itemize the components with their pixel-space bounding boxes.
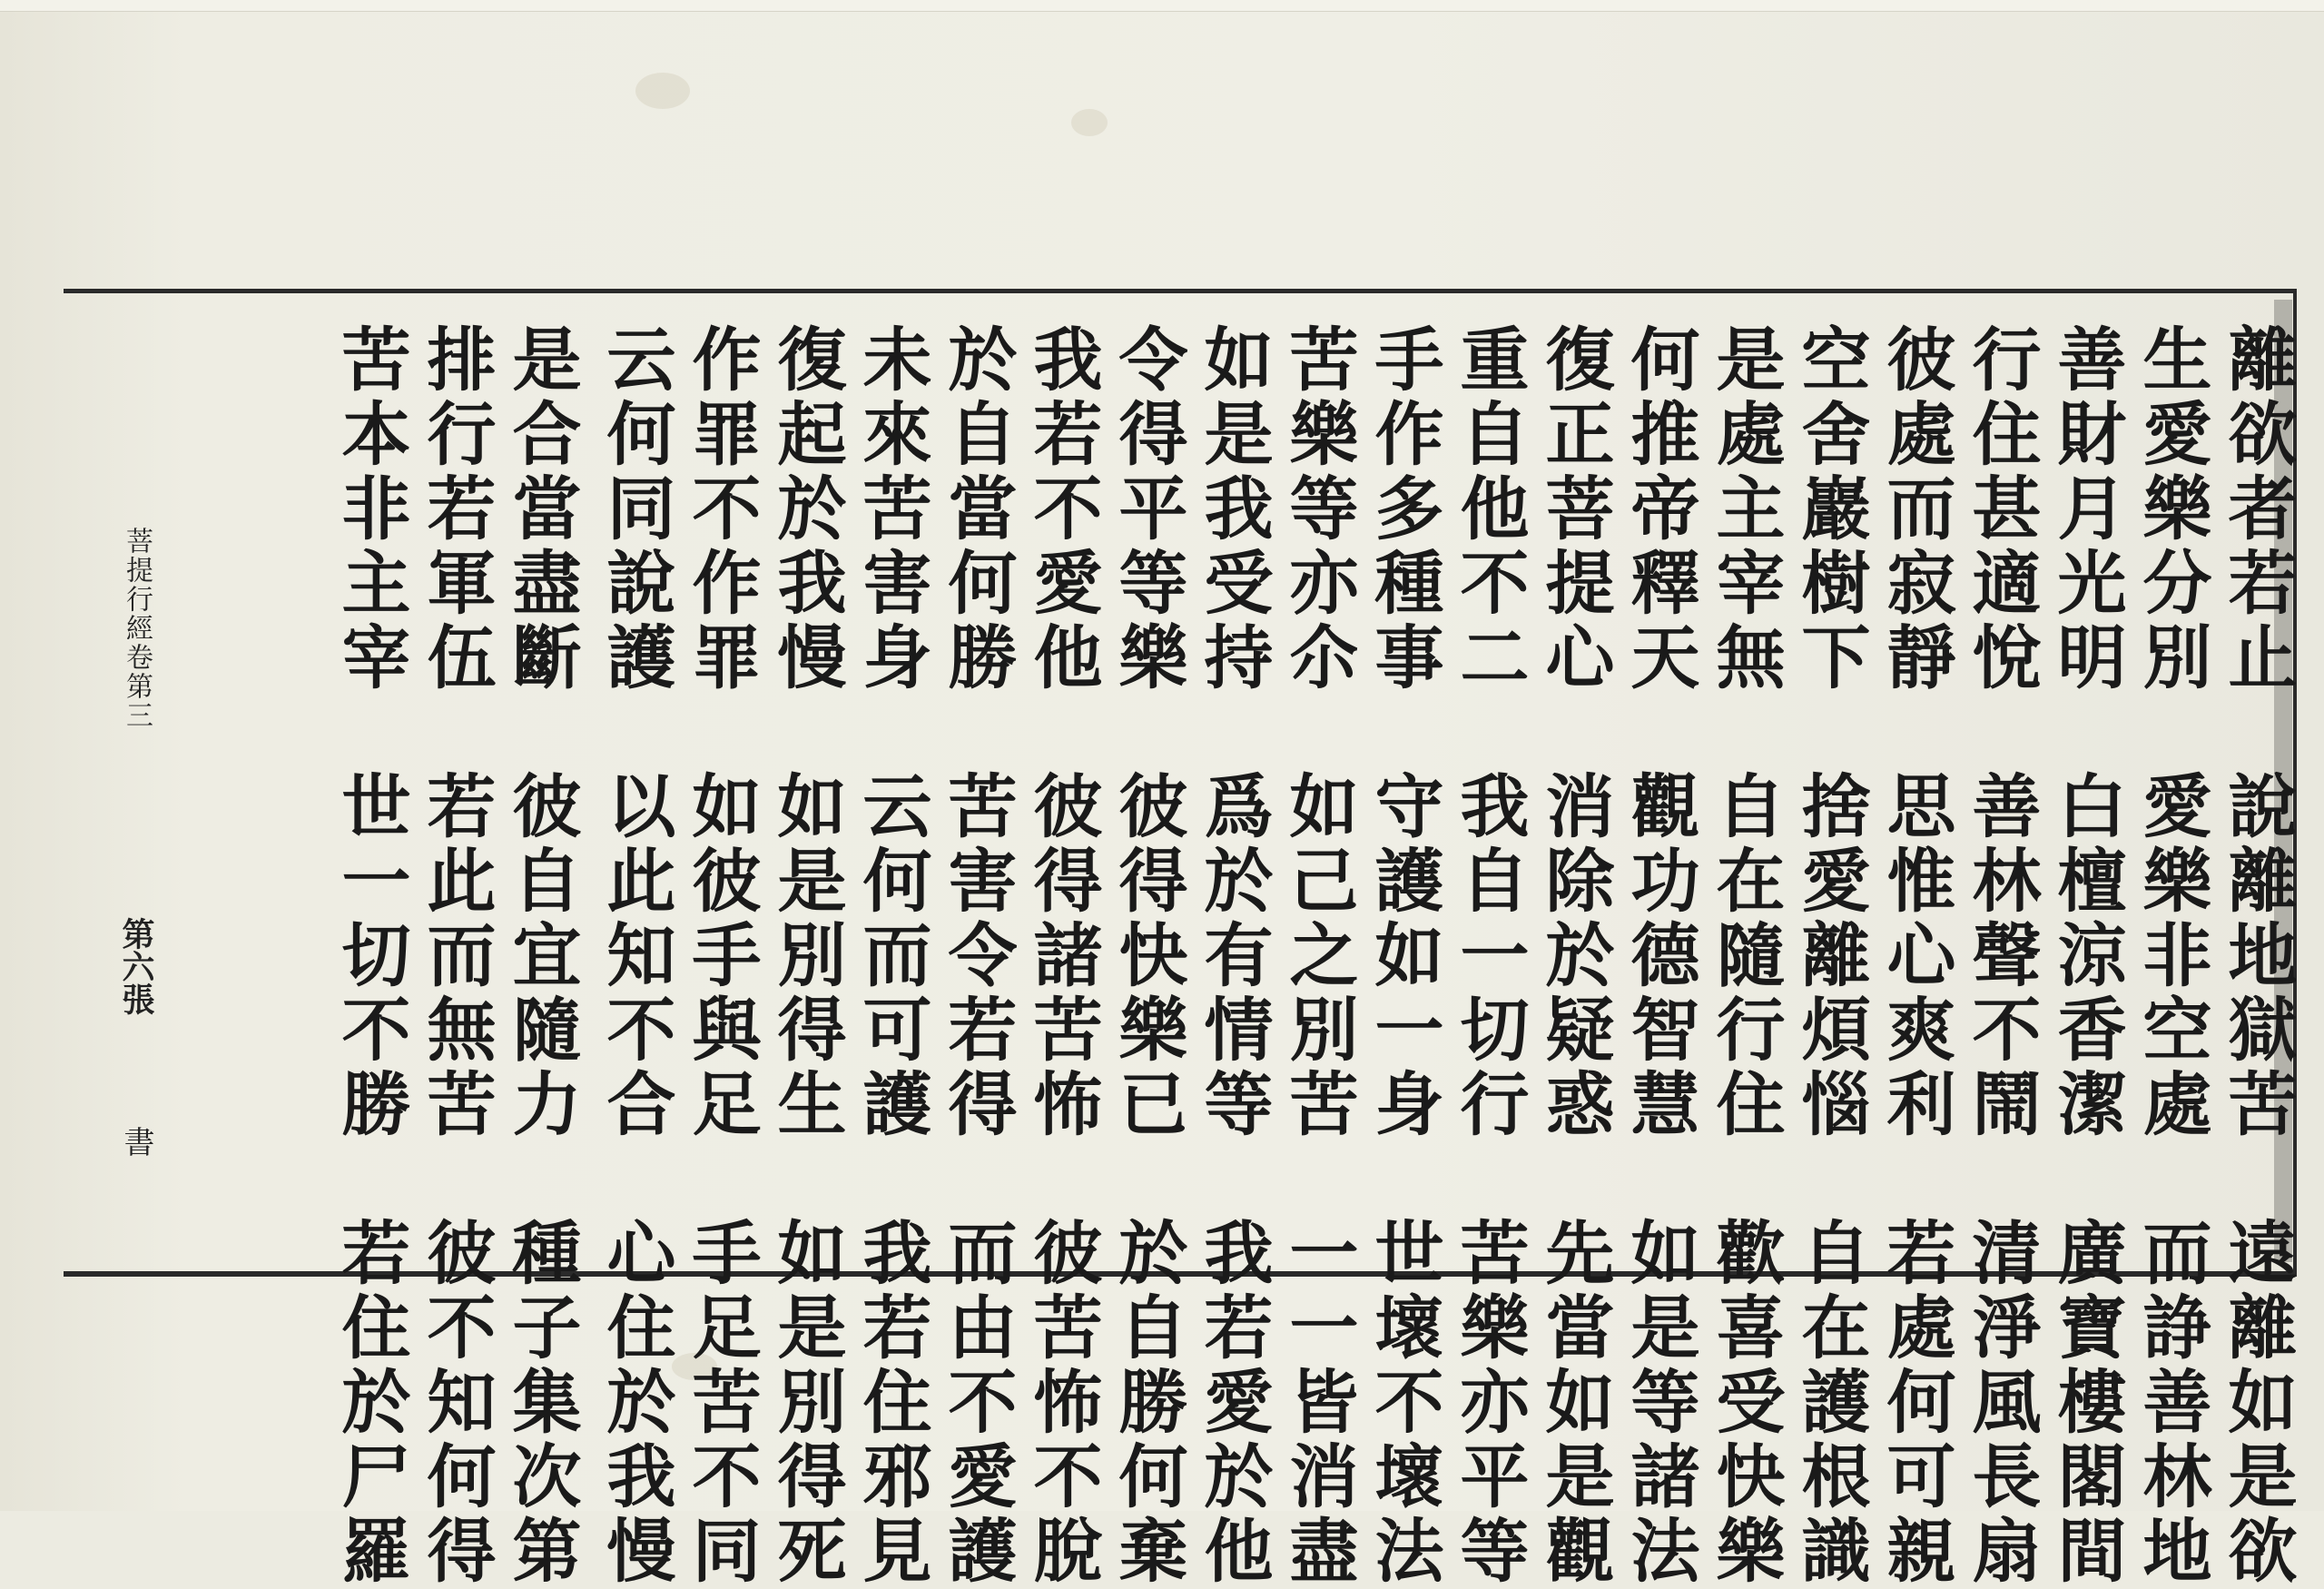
text-column: 空舍巖樹下 捨愛離煩惱 自在護根識 <box>1790 323 1871 1589</box>
text-column: 是合當盡斷 彼自宜隨力 種子集次第 <box>501 323 582 1589</box>
text-column: 作罪不作罪 如彼手與足 手足苦不同 <box>681 323 762 1589</box>
text-column: 何推帝釋天 觀功德智慧 如是等諸法 <box>1620 323 1700 1589</box>
text-column: 復正菩提心 消除於疑惑 先當如是觀 <box>1534 323 1615 1589</box>
text-column: 行住甚適悅 善林聲不鬧 清淨風長扇 <box>1961 323 2042 1589</box>
page-top-edge <box>0 0 2324 12</box>
text-column: 排行若軍伍 若此而無苦 彼不知何得 <box>416 323 497 1589</box>
margin-page-number: 第六張 <box>117 917 155 1015</box>
text-column: 苦本非主宰 世一切不勝 若住於尸羅 <box>330 323 411 1589</box>
text-column: 善財月光明 白檀涼香潔 廣寶樓閣間 <box>2046 323 2127 1589</box>
text-column: 苦樂等亦尒 如己之別苦 一一皆消盡 <box>1278 323 1359 1589</box>
paper-stain <box>635 73 690 109</box>
text-column: 彼處而寂靜 思惟心爽利 若處何可親 <box>1876 323 1956 1589</box>
text-column: 是處主宰無 自在隨行住 歡喜受快樂 <box>1705 323 1786 1589</box>
text-column: 手作多種事 守護如一身 世壞不壞法 <box>1364 323 1444 1589</box>
margin-title: 菩提行經卷第三 <box>121 527 153 730</box>
text-column: 於自當何勝 苦害令若得 而由不愛護 <box>937 323 1018 1589</box>
text-column: 重自他不二 我自一切行 苦樂亦平等 <box>1449 323 1530 1589</box>
text-column: 生愛樂分別 愛樂非空處 而諍善林地 <box>2132 323 2212 1589</box>
paper-stain <box>1071 109 1108 136</box>
text-column: 云何同說護 以此知不合 心住於我慢 <box>596 323 676 1589</box>
text-column: 如是我受持 爲於有情等 我若愛於他 <box>1193 323 1274 1589</box>
text-column: 我若不愛他 彼得諸苦怖 彼苦怖不脫 <box>1022 323 1103 1589</box>
text-column: 令得平等樂 彼得快樂已 於自勝何棄 <box>1108 323 1188 1589</box>
text-column: 未來苦害身 云何而可護 我若住邪見 <box>852 323 932 1589</box>
text-column: 離欲者若止 說離地獄苦 遠離如是欲 <box>2217 323 2298 1589</box>
margin-mark: 書 <box>118 1126 154 1157</box>
text-column: 復起於我慢 如是別得生 如是別得死 <box>766 323 847 1589</box>
